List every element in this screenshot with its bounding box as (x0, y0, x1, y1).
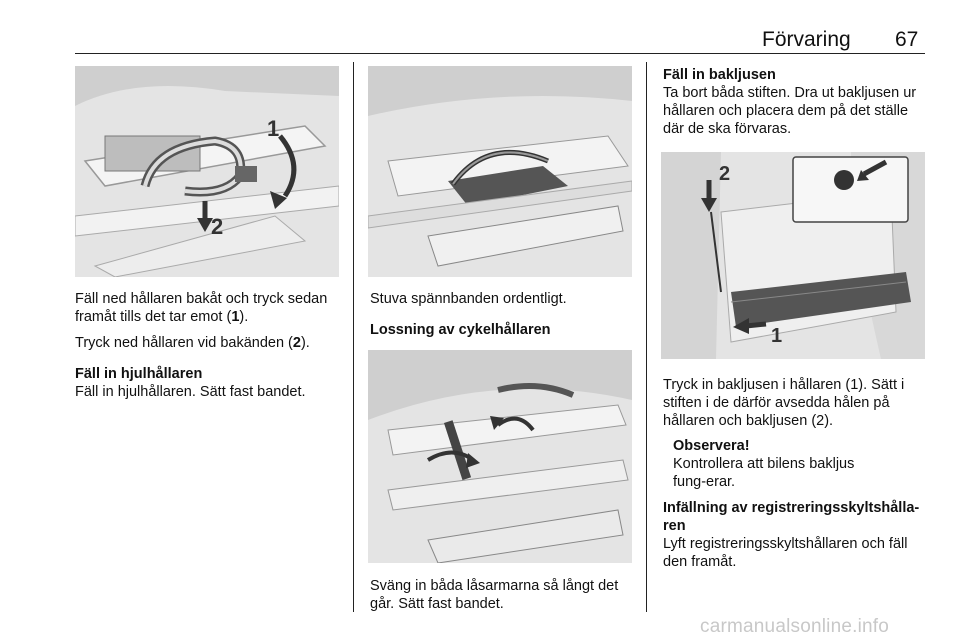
column-divider-1 (353, 62, 354, 612)
watermark: carmanualsonline.info (700, 616, 890, 637)
section-heading: Infällning av registreringsskyltshålla-ren (663, 500, 920, 534)
paragraph: Sväng in båda låsarmarna så långt det går. Sätt fast bandet. (370, 578, 619, 612)
paragraph: Stuva spännbanden ordentligt. (370, 291, 567, 307)
callout-2: 2 (719, 163, 731, 185)
header-rule (75, 53, 925, 54)
paragraph: Ta bort båda stiften. Dra ut bakljusen ur hållaren och placera dem på det ställe där de ska förvaras. (663, 85, 917, 137)
paragraph: Lyft registreringsskyltshållaren och fäll den framåt. (663, 536, 908, 570)
section-heading: Fäll in bakljusen (663, 67, 776, 83)
section-heading: Lossning av cykelhållaren (370, 322, 551, 338)
note-heading: Observera! (673, 438, 750, 454)
callout-2: 2 (211, 214, 224, 239)
rear-light-figure (661, 152, 925, 359)
page-title: Förvaring (762, 28, 851, 51)
paragraph: Tryck ned hållaren vid bakänden (2). (75, 335, 310, 351)
paragraph: Tryck in bakljusen i hållaren (1). Sätt i stiften i de därför avsedda hålen på hållaren och bakljusen (2). (663, 377, 905, 429)
lock-arms-figure (368, 350, 632, 563)
section-heading: Fäll in hjulhållaren (75, 366, 203, 382)
page-number: 67 (895, 28, 919, 51)
paragraph: Fäll ned hållaren bakåt och tryck sedan framåt tills det tar emot (1). (75, 291, 328, 325)
strap-storage-figure (368, 66, 632, 277)
callout-1: 1 (267, 116, 280, 141)
callout-1: 1 (771, 325, 783, 347)
note-text: Kontrollera att bilens bakljus fung-erar. (673, 456, 855, 490)
column-divider-2 (646, 62, 647, 612)
bike-carrier-fold-figure (75, 66, 339, 277)
paragraph: Fäll in hjulhållaren. Sätt fast bandet. (75, 384, 306, 400)
